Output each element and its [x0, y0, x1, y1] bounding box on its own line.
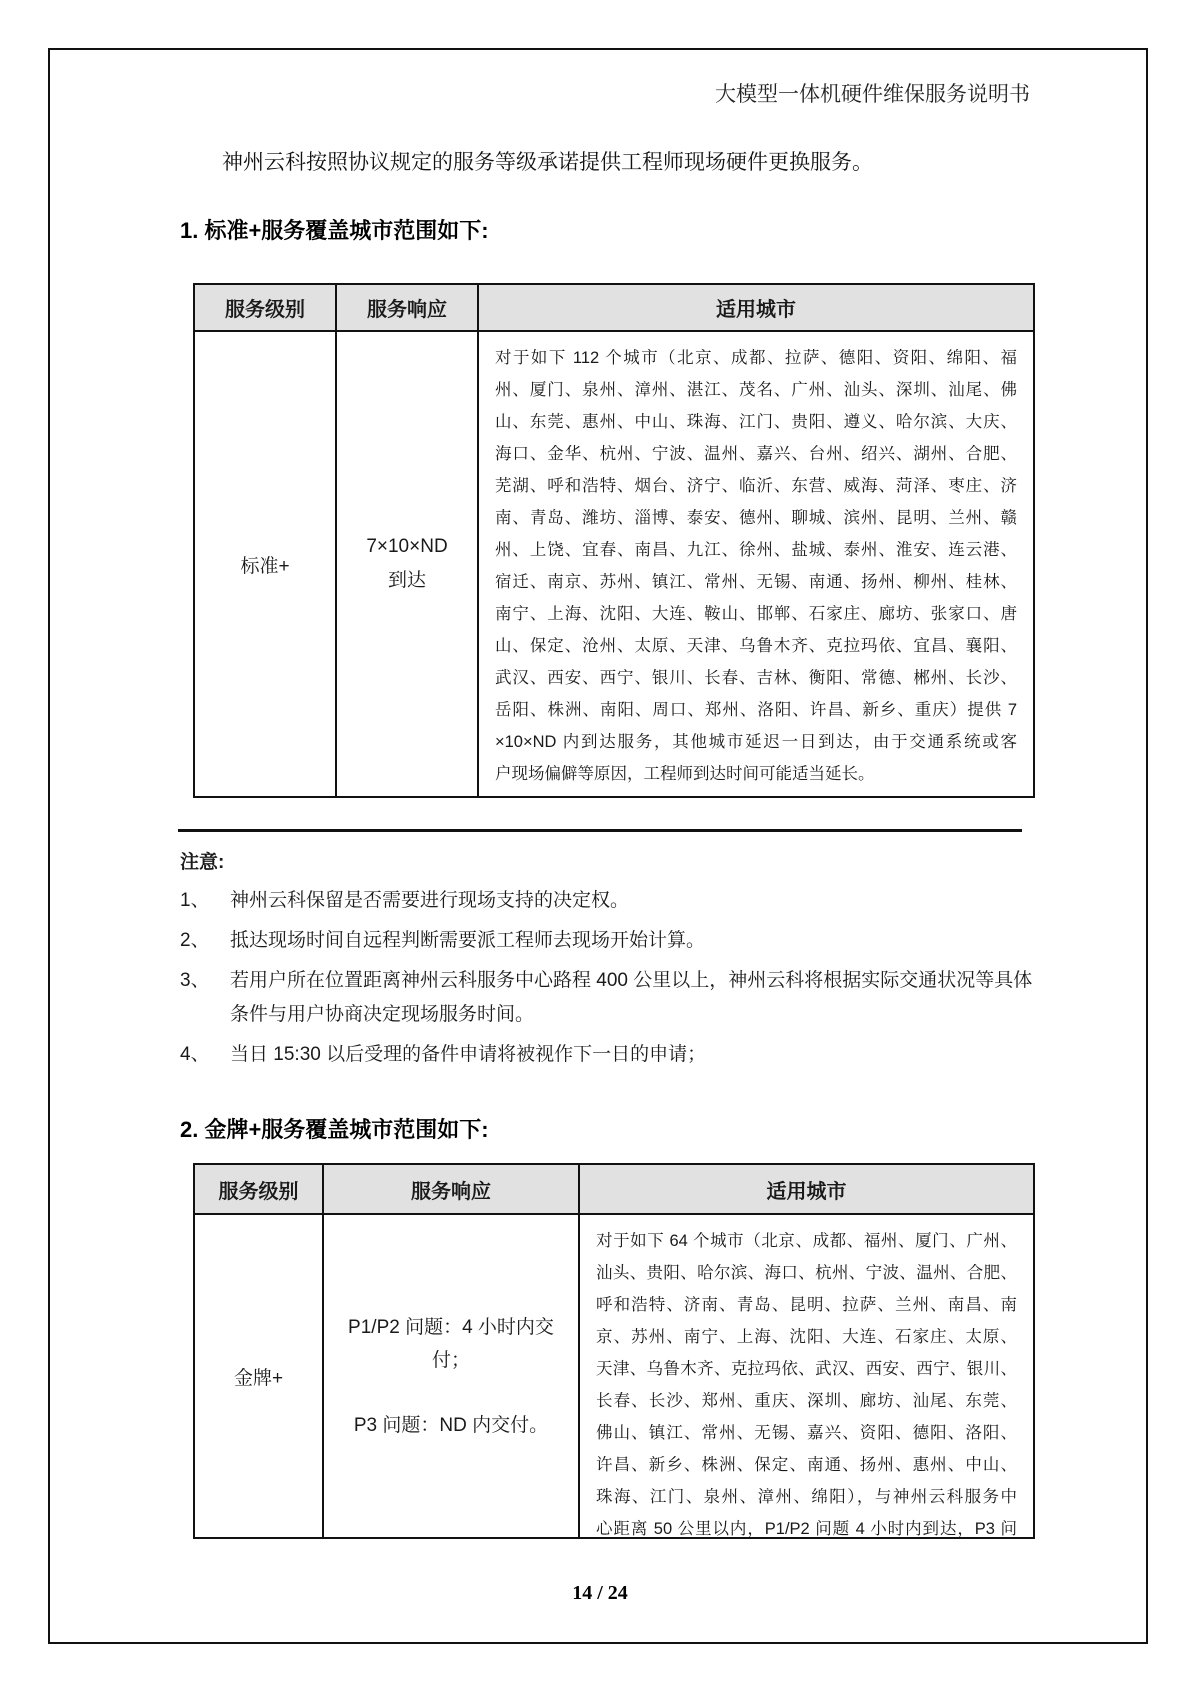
document-header-title: 大模型一体机硬件维保服务说明书: [715, 82, 1030, 106]
section1-heading: 1. 标准+服务覆盖城市范围如下:: [180, 218, 489, 243]
city-line: 南、青岛、潍坊、淄博、泰安、德州、聊城、滨州、昆明、兰州、赣: [495, 509, 1017, 527]
section-divider-rule: [178, 829, 1022, 832]
note-item: [180, 924, 1036, 958]
city-line: 京、苏州、南宁、上海、沈阳、大连、石家庄、太原、: [596, 1328, 1017, 1346]
city-line: 许昌、新乡、株洲、保定、南通、扬州、惠州、中山、: [596, 1456, 1017, 1474]
table2-column-header: 服务响应: [324, 1165, 580, 1213]
city-line: 对于如下 112 个城市（北京、成都、拉萨、德阳、资阳、绵阳、福: [495, 349, 1017, 367]
response-paragraph: P1/P2 问题：4 小时内交付；: [348, 1316, 554, 1371]
table2-column-header: 适用城市: [766, 1180, 847, 1203]
city-line: 珠海、江门、泉州、漳州、绵阳），与神州云科服务中: [596, 1488, 1017, 1506]
note-number: 4、: [180, 1044, 210, 1065]
note-number: 3、: [180, 970, 210, 991]
service-table-gold: [193, 1163, 1035, 1539]
table1-cities-cell: [479, 332, 1033, 796]
response-line: 7×10×ND: [366, 536, 448, 557]
city-line: 武汉、西安、西宁、银川、长春、吉林、衡阳、常德、郴州、长沙、: [495, 669, 1017, 687]
note-item: [180, 884, 1036, 918]
city-line: 长春、长沙、郑州、重庆、深圳、廊坊、汕尾、东莞、: [596, 1392, 1017, 1410]
city-line: 天津、乌鲁木齐、克拉玛依、武汉、西安、西宁、银川、: [596, 1360, 1017, 1378]
table1-column-header: 服务响应: [337, 285, 479, 330]
city-line: 呼和浩特、济南、青岛、昆明、拉萨、兰州、南昌、南: [596, 1296, 1017, 1314]
note-item: [180, 1038, 1036, 1072]
city-line: 芜湖、呼和浩特、烟台、济宁、临沂、东营、威海、菏泽、枣庄、济: [495, 477, 1017, 495]
table2-service-response-cell: [324, 1215, 580, 1537]
notes-block: [180, 847, 1036, 1078]
city-line: 州、上饶、宜春、南昌、九江、徐州、盐城、泰州、淮安、连云港、: [495, 541, 1017, 559]
table1-service-response-cell: [337, 332, 479, 796]
note-text: 若用户所在位置距离神州云科服务中心路程 400 公里以上，神州云科将根据实际交通状况等具体条件与用户协商决定现场服务时间。: [230, 970, 1033, 1025]
table1-column-header: 适用城市: [716, 299, 796, 321]
response-line: 到达: [387, 570, 426, 591]
section2-heading: 2. 金牌+服务覆盖城市范围如下:: [180, 1117, 489, 1142]
city-line: 佛山、镇江、常州、无锡、嘉兴、资阳、德阳、洛阳、: [596, 1424, 1017, 1442]
notes-heading: 注意:: [180, 852, 225, 873]
city-line: 对于如下 64 个城市（北京、成都、福州、厦门、广州、: [596, 1232, 1017, 1250]
city-line: 宿迁、南京、苏州、镇江、常州、无锡、南通、扬州、柳州、桂林、: [495, 573, 1017, 591]
note-text: 当日 15:30 以后受理的备件申请将被视作下一日的申请；: [230, 1044, 707, 1065]
city-line: 岳阳、株洲、南阳、周口、郑州、洛阳、许昌、新乡、重庆）提供 7: [495, 701, 1017, 719]
table1-header-row: [195, 285, 1033, 332]
note-number: 1、: [180, 890, 210, 911]
city-line: 海口、金华、杭州、宁波、温州、嘉兴、台州、绍兴、湖州、合肥、: [495, 445, 1017, 463]
table2-header-row: [195, 1165, 1033, 1215]
table1-column-header: 服务级别: [195, 285, 337, 330]
city-line: 南宁、上海、沈阳、大连、鞍山、邯郸、石家庄、廊坊、张家口、唐: [495, 605, 1017, 623]
city-line: 山、保定、沧州、太原、天津、乌鲁木齐、克拉玛依、宜昌、襄阳、: [495, 637, 1017, 655]
response-paragraph: P3 问题：ND 内交付。: [353, 1414, 549, 1436]
table2-column-header: 服务级别: [195, 1165, 324, 1213]
note-text: 神州云科保留是否需要进行现场支持的决定权。: [230, 890, 630, 911]
note-item: [180, 964, 1036, 1032]
city-line: 州、厦门、泉州、漳州、湛江、茂名、广州、汕头、深圳、汕尾、佛: [495, 381, 1017, 399]
note-number: 2、: [180, 930, 210, 951]
intro-paragraph: 神州云科按照协议规定的服务等级承诺提供工程师现场硬件更换服务。: [222, 151, 873, 174]
table2-body-row: [195, 1215, 1033, 1537]
page-number: 14 / 24: [572, 1582, 628, 1604]
table1-service-level-cell: [195, 332, 337, 796]
table2-cities-cell: [580, 1215, 1033, 1537]
service-level-value: 金牌+: [233, 1367, 284, 1389]
service-table-standard: [193, 283, 1035, 798]
table2-service-level-cell: [195, 1215, 324, 1537]
city-line: 户现场偏僻等原因，工程师到达时间可能适当延长。: [495, 765, 875, 783]
table1-body-row: [195, 332, 1033, 796]
service-level-value: 标准+: [240, 555, 290, 577]
city-line: 山、东莞、惠州、中山、珠海、江门、贵阳、遵义、哈尔滨、大庆、: [495, 413, 1017, 431]
notes-list: [180, 884, 1036, 1072]
city-line: 心距离 50 公里以内，P1/P2 问题 4 小时内到达，P3 问: [596, 1520, 1017, 1537]
city-line: ×10×ND 内到达服务，其他城市延迟一日到达，由于交通系统或客: [495, 733, 1017, 751]
note-text: 抵达现场时间自远程判断需要派工程师去现场开始计算。: [230, 930, 706, 951]
city-line: 汕头、贵阳、哈尔滨、海口、杭州、宁波、温州、合肥、: [596, 1264, 1017, 1282]
